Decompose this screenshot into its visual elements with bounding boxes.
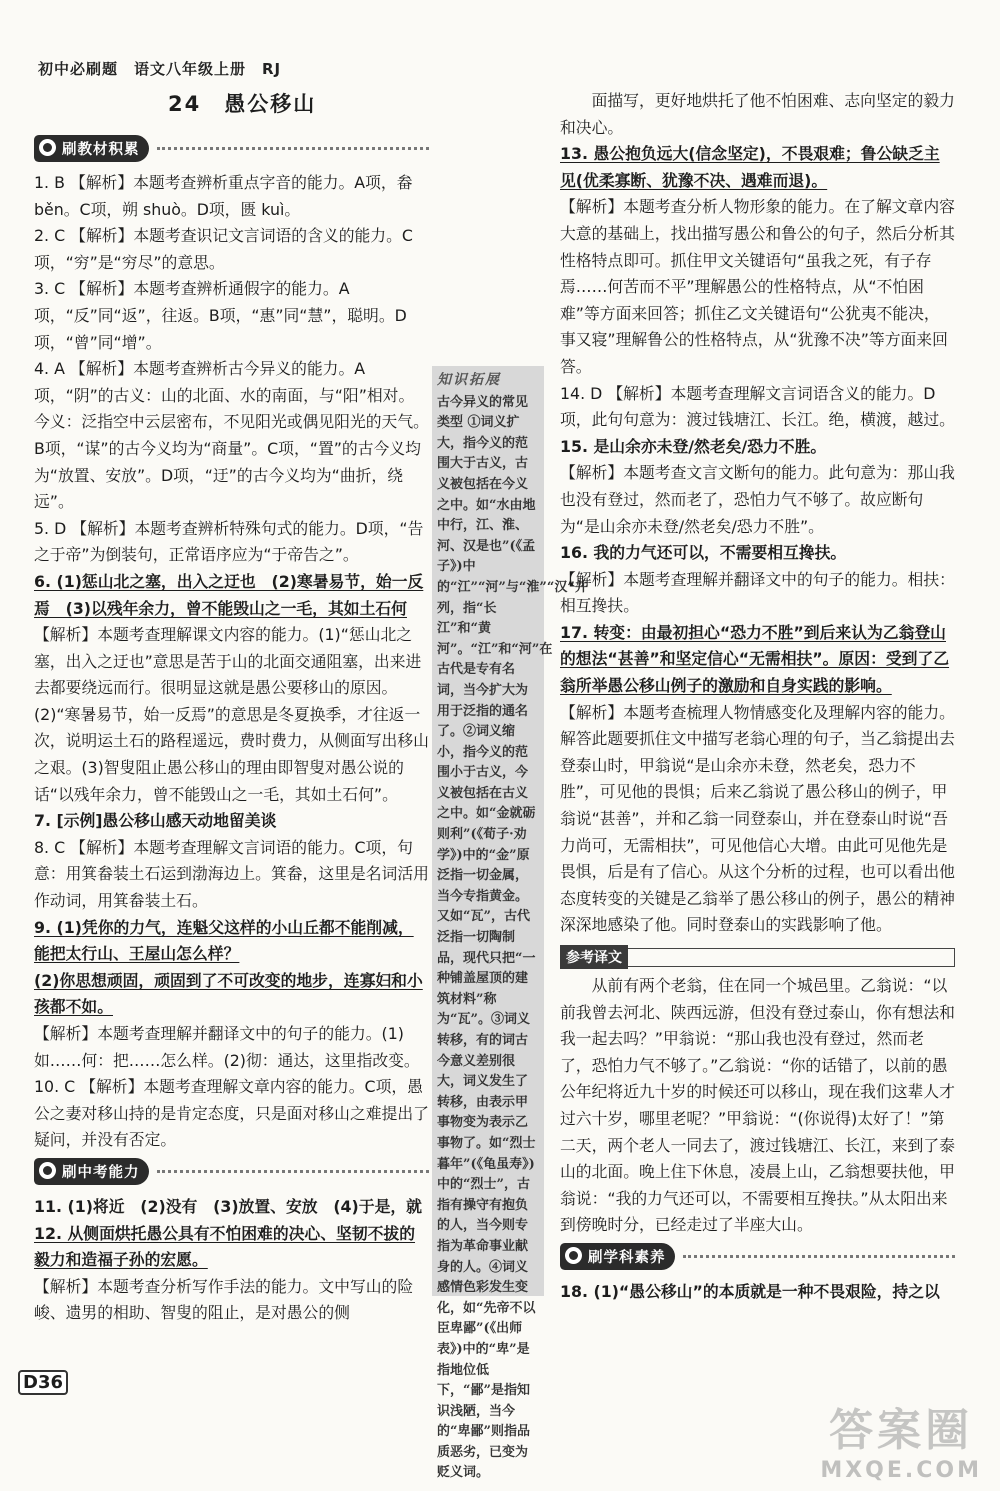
answer-15-analysis: 【解析】本题考查文言文断句的能力。此句意为：那山我也没有登过，然而老了，恐怕力气不够了。故应断句为“是山余亦未登/然老矣/恐力不胜”。 xyxy=(560,463,955,536)
knowledge-sidebar xyxy=(432,366,588,1481)
answer-13: 13. 愚公抱负远大(信念坚定)，不畏艰难；鲁公缺乏主见(优柔寡断、犹豫不决、遇难而退)。 xyxy=(560,144,940,190)
answer-9-2: (2)你思想顽固，顽固到了不可改变的地步，连寡妇和小孩都不如。 xyxy=(34,970,423,1017)
banner-pill xyxy=(560,1243,675,1270)
answer-12-continued: 面描写，更好地烘托了他不怕困难、志向坚定的毅力和决心。 xyxy=(560,91,955,137)
answer-16-analysis: 【解析】本题考查理解并翻译文中的句子的能力。相扶：相互搀扶。 xyxy=(560,569,955,616)
banner-pill xyxy=(34,1158,149,1185)
dotted-divider xyxy=(157,1170,430,1173)
page-number: D36 xyxy=(18,1370,68,1395)
answer-6: 6. (1)惩山北之塞，出入之迂也 (2)寒暑易节，始一反焉 (3)以残年余力，曾不能毁山之一毛，其如土石何 xyxy=(34,571,424,618)
banner-label: 刷教材积累 xyxy=(62,141,140,158)
answer-13-analysis: 【解析】本题考查分析人物形象的能力。在了解文章内容大意的基础上，找出描写愚公和鲁公的句子，然后分析其性格特点即可。抓住甲文关键语句“虽我之死，有子存焉……何苦而不平”理解愚公的性格特点，从“不怕困难”等方面来回答；抓住乙文关键语句“公犹夷不能决，事又寝”理解鲁公的性格特点，从“犹豫不决”等方面来回答。 xyxy=(560,197,955,376)
pencil-icon xyxy=(39,1162,56,1179)
answer-12-analysis: 【解析】本题考查分析写作手法的能力。文中写山的险峻、遗男的相助、智叟的阻止，是对愚公的侧 xyxy=(34,1276,414,1323)
answer-1: 1. B 【解析】本题考查辨析重点字音的能力。A项，畚 běn。C项，朔 shuò。D项，匮 kuì。 xyxy=(34,173,413,219)
reference-translation-header xyxy=(560,945,955,969)
banner-label: 刷中考能力 xyxy=(62,1165,140,1182)
answer-9-1: 9. (1)凭你的力气，连魁父这样的小山丘都不能削减，能把太行山、王屋山怎么样？ xyxy=(34,917,414,964)
section-banner-literacy xyxy=(560,1243,955,1271)
answer-6-analysis: 【解析】本题考查理解课文内容的能力。(1)“惩山北之塞，出入之迂也”意思是苦于山的北面交通阻塞，出来进去都要绕远而行。很明显这就是愚公要移山的原因。(2)“寒暑易节，始一反焉”的意思是冬夏换季，才往返一次，说明运土石的路程遥远，费时费力，从侧面写出移山之艰。(3)智叟阻止愚公移山的理由即智叟对愚公说的话“以残年余力，曾不能毁山之一毛，其如土石何”。 xyxy=(34,625,429,804)
answer-11: 11. (1)将近 (2)没有 (3)放置、安放 (4)于是，就 xyxy=(34,1196,422,1216)
pencil-icon xyxy=(39,139,56,156)
answer-7: 7. [示例]愚公移山感天动地留美谈 xyxy=(34,811,277,831)
answer-15: 15. 是山余亦未登/然老矣/恐力不胜。 xyxy=(560,436,827,456)
sidebar-heading: 知识拓展 xyxy=(437,372,501,388)
right-column xyxy=(560,88,955,1306)
answer-3: 3. C 【解析】本题考查辨析通假字的能力。A项，“反”同“返”，往返。B项，“惠”同“慧”，聪明。D项，“曾”同“增”。 xyxy=(34,279,407,352)
answer-14: 14. D 【解析】本题考查理解文言词语含义的能力。D项，此句句意为：渡过钱塘江、长江。绝，横渡，越过。 xyxy=(560,383,955,430)
pencil-icon xyxy=(565,1247,582,1264)
sidebar-text: 古今异义的常见类型 ①词义扩大，指今义的范围大于古义，古义被包括在今义之中。如“水由地中行，江、淮、河、汉是也”(《孟子》)中的“江”“河”与“淮”“汉”并列，指“长江”和“黄河”。“江”和“河”在古代是专有名词，当今扩大为用于泛指的通名了。②词义缩小，指今义的范围小于古义，今义被包括在古义之中。如“金就砺则利”(《荀子·劝学》)中的“金”原泛指一切金属，当今专指黄金。又如“瓦”，古代泛指一切陶制品，现代只把“一种铺盖屋顶的建筑材料”称为“瓦”。③词义转移，有的词古今意义差别很大，词义发生了转移，由表示甲事物变为表示乙事物了。如“烈士暮年”(《龟虽寿》)中的“烈士”，古指有操守有抱负的人，当今则专指为革命事业献身的人。④词义感情色彩发生变化，如“先帝不以臣卑鄙”(《出师表》)中的“卑”是指地位低下，“鄙”是指知识浅陋，当今的“卑鄙”则指品质恶劣，已变为贬义词。 xyxy=(437,394,588,1481)
banner-label: 刷学科素养 xyxy=(588,1250,666,1267)
dotted-divider xyxy=(157,147,430,150)
section-banner-textbook xyxy=(34,134,429,162)
answer-10: 10. C 【解析】本题考查理解文章内容的能力。C项，愚公之妻对移山持的是肯定态度，只是面对移山之难提出了疑问，并没有否定。 xyxy=(34,1077,429,1150)
dotted-divider xyxy=(683,1255,956,1258)
answer-16: 16. 我的力气还可以，不需要相互搀扶。 xyxy=(560,543,847,563)
banner-pill xyxy=(34,135,149,162)
left-column xyxy=(34,130,429,1327)
watermark-url: MXQE.COM xyxy=(820,1458,982,1483)
series-header: 初中必刷题 语文八年级上册 RJ xyxy=(38,60,282,78)
watermark-logo: 答案圈 xyxy=(829,1405,974,1456)
answer-17: 17. 转变：由最初担心“恐力不胜”到后来认为乙翁登山的想法“甚善”和坚定信心“无需相扶”。原因：受到了乙翁所举愚公移山例子的激励和自身实践的影响。 xyxy=(560,622,950,696)
answer-4: 4. A 【解析】本题考查辨析古今异义的能力。A项，“阴”的古义：山的北面、水的南面，与“阳”相对。今义：泛指空中云层密布，不见阳光或偶见阳光的天气。B项，“谋”的古今义均为“商量”。C项，“置”的古今义均为“放置、安放”。D项，“迂”的古今义均为“曲折，绕远”。 xyxy=(34,359,429,512)
answer-9-analysis: 【解析】本题考查理解并翻译文中的句子的能力。(1)如……何：把……怎么样。(2)彻：通达，这里指改变。 xyxy=(34,1024,420,1070)
site-watermark xyxy=(820,1394,982,1483)
answer-5: 5. D 【解析】本题考查辨析特殊句式的能力。D项，“告之于帝”为倒装句，正常语序应为“于帝告之”。 xyxy=(34,518,424,565)
lesson-title: 24 愚公移山 xyxy=(168,92,317,116)
reference-translation-text: 从前有两个老翁，住在同一个城邑里。乙翁说：“以前我曾去河北、陕西远游，但没有登过泰山，你有想法和我一起去吗？”甲翁说：“那山我也没有登过，然而老了，恐怕力气不够了。”乙翁说：“你的话错了，以前的愚公年纪将近九十岁的时候还可以移山，现在我们这辈人才过六十岁，哪里老呢？”甲翁说：“(你说得)太好了！”第二天，两个老人一同去了，渡过钱塘江、长江，来到了泰山的北面。晚上住下休息，凌晨上山，乙翁想要扶他，甲翁说：“我的力气还可以，不需要相互搀扶。”从太阳出来到傍晚时分，已经走过了半座大山。 xyxy=(560,976,955,1235)
section-banner-exam xyxy=(34,1158,429,1186)
answer-12: 12. 从侧面烘托愚公具有不怕困难的决心、坚韧不拔的毅力和造福子孙的宏愿。 xyxy=(34,1223,416,1270)
answer-17-analysis: 【解析】本题考查梳理人物情感变化及理解内容的能力。解答此题要抓住文中描写老翁心理的句子，当乙翁提出去登泰山时，甲翁说“是山余亦未登，然老矣，恐力不胜”，可见他的畏惧；后来乙翁说了愚公移山的例子，甲翁说“甚善”，并和乙翁一同登泰山，并在登泰山时说“吾力尚可，无需相扶”，可见他信心大增。由此可见他先是畏惧，后是有了信心。从这个分析的过程，也可以看出他态度转变的关键是乙翁举了愚公移山的例子，愚公的精神深深地感染了他。同时登泰山的实践影响了他。 xyxy=(560,702,955,935)
header-rule xyxy=(628,948,955,967)
answer-18: 18. (1)“愚公移山”的本质就是一种不畏艰险，持之以 xyxy=(560,1281,940,1301)
answer-2: 2. C 【解析】本题考查识记文言词语的含义的能力。C项，“穷”是“穷尽”的意思。 xyxy=(34,226,413,272)
reference-translation-label: 参考译文 xyxy=(560,945,628,969)
answer-8: 8. C 【解析】本题考查理解文言词语的能力。C项，句意：用箕畚装土石运到渤海边上。箕畚，这里是名词活用作动词，用箕畚装土石。 xyxy=(34,837,429,911)
